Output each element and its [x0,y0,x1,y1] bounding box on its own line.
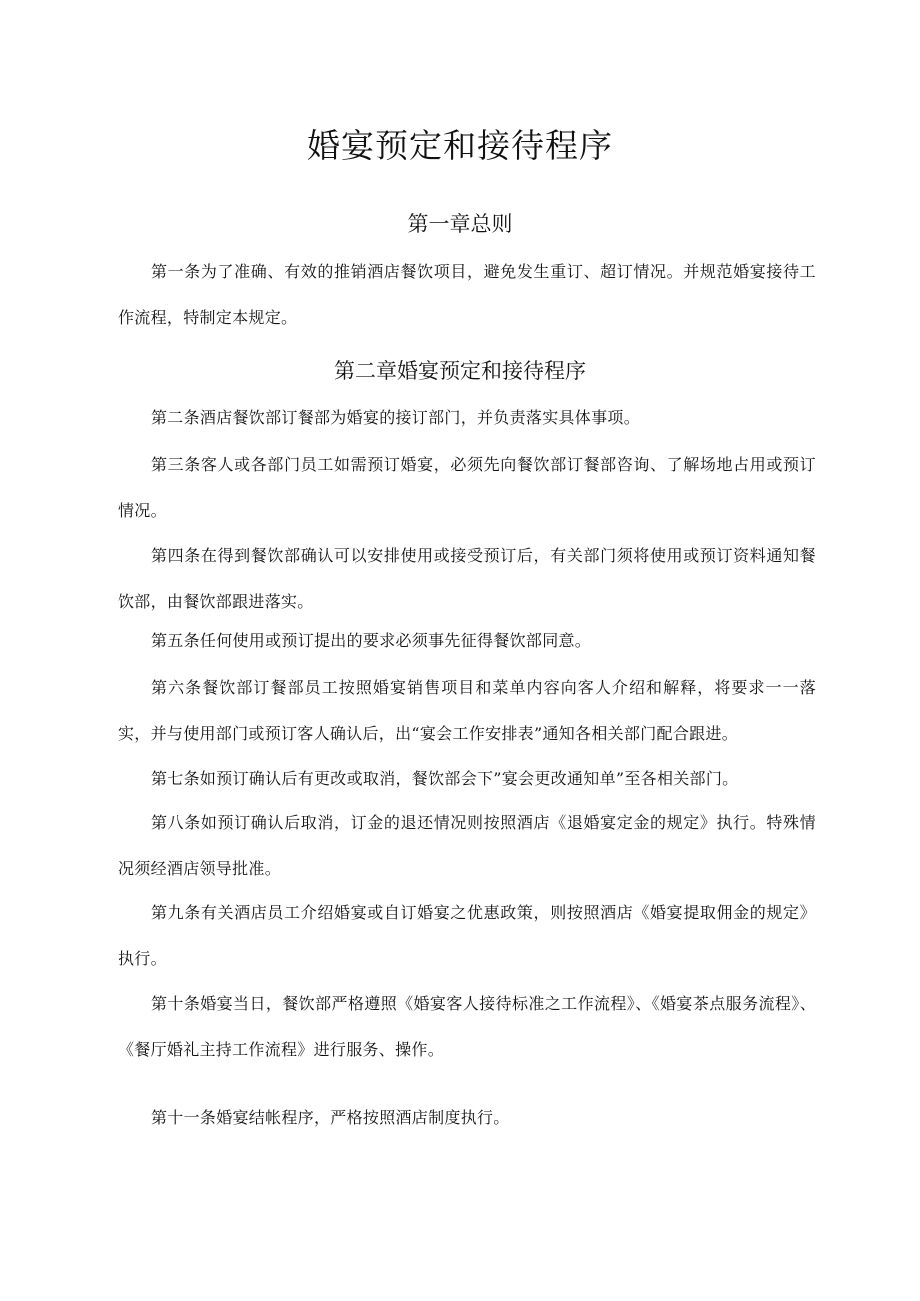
article-9: 第九条有关酒店员工介绍婚宴或自订婚宴之优惠政策，则按照酒店《婚宴提取佣金的规定》执行。 [118,903,816,968]
article-10: 第十条婚宴当日，餐饮部严格遵照《婚宴客人接待标准之工作流程》、《婚宴茶点服务流程》、《餐厅婚礼主持工作流程》进行服务、操作。 [118,994,816,1059]
document-title: 婚宴预定和接待程序 [307,126,613,165]
article-4: 第四条在得到餐饮部确认可以安排使用或接受预订后，有关部门须将使用或预订资料通知餐饮部，由餐饮部跟进落实。 [118,546,816,611]
article-2: 第二条酒店餐饮部订餐部为婚宴的接订部门，并负责落实具体事项。 [151,408,641,427]
chapter-1-heading: 第一章总则 [407,212,513,236]
chapter-2-heading: 第二章婚宴预定和接待程序 [334,359,586,383]
article-7: 第七条如预订确认后有更改或取消，餐饮部会下”宴会更改通知单”至各相关部门。 [151,769,739,788]
article-11: 第十一条婚宴结帐程序，严格按照酒店制度执行。 [151,1108,510,1127]
article-3: 第三条客人或各部门员工如需预订婚宴，必须先向餐饮部订餐部咨询、了解场地占用或预订情况。 [118,455,816,520]
article-6: 第六条餐饮部订餐部员工按照婚宴销售项目和菜单内容向客人介绍和解释，将要求一一落实，并与使用部门或预订客人确认后，出“宴会工作安排表”通知各相关部门配合跟进。 [118,678,816,743]
article-1: 第一条为了准确、有效的推销酒店餐饮项目，避免发生重订、超订情况。并规范婚宴接待工作流程，特制定本规定。 [118,262,816,327]
article-8: 第八条如预订确认后取消，订金的退还情况则按照酒店《退婚宴定金的规定》执行。特殊情况须经酒店领导批准。 [118,813,816,878]
article-5: 第五条任何使用或预订提出的要求必须事先征得餐饮部同意。 [151,631,592,650]
